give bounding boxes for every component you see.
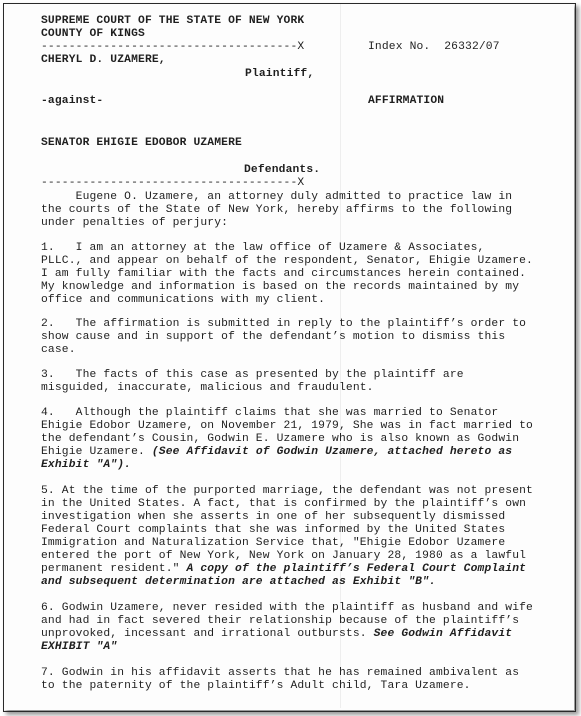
paragraph-6-line	[41, 628, 512, 641]
paragraph-1-line: I am fully familiar with the facts and circumstances herein contained.	[41, 268, 527, 280]
paragraph-7-line: to the paternity of the plaintiff’s Adult child, Tara Uzamere.	[41, 680, 471, 692]
intro-line: the courts of the State of New York, hereby affirms to the following	[41, 204, 513, 216]
defendant-name: SENATOR EHIGIE EDOBOR UZAMERE	[41, 137, 242, 149]
defendant-label: Defendants.	[244, 164, 321, 176]
exhibit-a-reference: (See Affidavit of Godwin Uzamere, attached hereto as	[151, 446, 513, 458]
intro-line: Eugene O. Uzamere, an attorney duly admitted to practice law in	[41, 191, 513, 203]
paragraph-5-line: investigation when she asserts in one of her subsequently dismissed	[41, 511, 506, 523]
paragraph-4-text: Ehigie Uzamere.	[41, 446, 152, 458]
plaintiff-label: Plaintiff,	[245, 68, 315, 80]
paragraph-6-line: 6. Godwin Uzamere, never resided with the plaintiff as husband and wife	[41, 602, 533, 614]
paragraph-6-text: unprovoked, incessant and irrational outbursts.	[41, 628, 374, 640]
paragraph-5-line: 5. At the time of the purported marriage, the defendant was not present	[41, 485, 533, 497]
paragraph-1-line: 1. I am an attorney at the law office of Uzamere & Associates,	[41, 242, 485, 254]
court-name: SUPREME COURT OF THE STATE OF NEW YORK	[41, 15, 305, 27]
caption-rule-top: -------------------------------------X	[41, 41, 305, 53]
intro-line: under penalties of perjury:	[41, 217, 229, 229]
paragraph-4-line: 4. Although the plaintiff claims that she was married to Senator	[41, 407, 499, 419]
paragraph-2-line: case.	[41, 344, 76, 356]
paragraph-1-line: office and communications with my client.	[41, 294, 326, 306]
paragraph-5-line: entered the port of New York, New York on January 28, 1980 as a lawful	[41, 550, 527, 562]
paragraph-7-line: 7. Godwin in his affidavit asserts that he has remained ambivalent as	[41, 667, 520, 679]
plaintiff-name: CHERYL D. UZAMERE,	[41, 54, 166, 66]
exhibit-a-reference: Exhibit "A").	[41, 459, 132, 471]
paragraph-5-line: Federal Court complaints that she was informed by the United States	[41, 524, 506, 536]
paragraph-5-line: Immigration and Naturalization Service that, "Ehigie Edobor Uzamere	[41, 537, 506, 549]
against-label: -against-	[41, 95, 104, 107]
exhibit-a-label: EXHIBIT "A"	[41, 641, 118, 653]
paragraph-5-text: permanent resident."	[41, 563, 187, 575]
paragraph-3-line: misguided, inaccurate, malicious and fraudulent.	[41, 382, 374, 394]
paragraph-5-line: in the United States. A fact, that is confirmed by the plaintiff’s own	[41, 498, 527, 510]
paragraph-5-line	[41, 563, 526, 576]
paragraph-4-line: Ehigie Edobor Uzamere, on November 21, 1979, She was in fact married to	[41, 420, 533, 432]
paragraph-2-line: show cause and in support of the defendant’s motion to dismiss this	[41, 331, 506, 343]
godwin-affidavit-reference: See Godwin Affidavit	[373, 628, 513, 640]
paragraph-4-line	[41, 446, 512, 459]
document-type: AFFIRMATION	[368, 95, 445, 107]
exhibit-b-reference: A copy of the plaintiff’s Federal Court Complaint	[186, 563, 527, 575]
exhibit-b-reference: and subsequent determination are attached as Exhibit "B".	[41, 576, 436, 588]
paragraph-4-line: the defendant’s Cousin, Godwin E. Uzamere who is also known as Godwin	[41, 433, 520, 445]
paragraph-1-line: My knowledge and information is based on the records maintained by my	[41, 281, 520, 293]
paragraph-2-line: 2. The affirmation is submitted in reply to the plaintiff’s order to	[41, 318, 527, 330]
caption-rule-bottom: -------------------------------------X	[41, 177, 305, 189]
paragraph-6-line: and had in fact severed their relationship because of the plaintiff’s	[41, 615, 520, 627]
paragraph-1-line: PLLC., and appear on behalf of the respondent, Senator, Ehigie Uzamere.	[41, 255, 533, 267]
paragraph-3-line: 3. The facts of this case as presented by the plaintiff are	[41, 369, 464, 381]
county-name: COUNTY OF KINGS	[41, 28, 145, 40]
index-number: Index No. 26332/07	[368, 41, 500, 53]
